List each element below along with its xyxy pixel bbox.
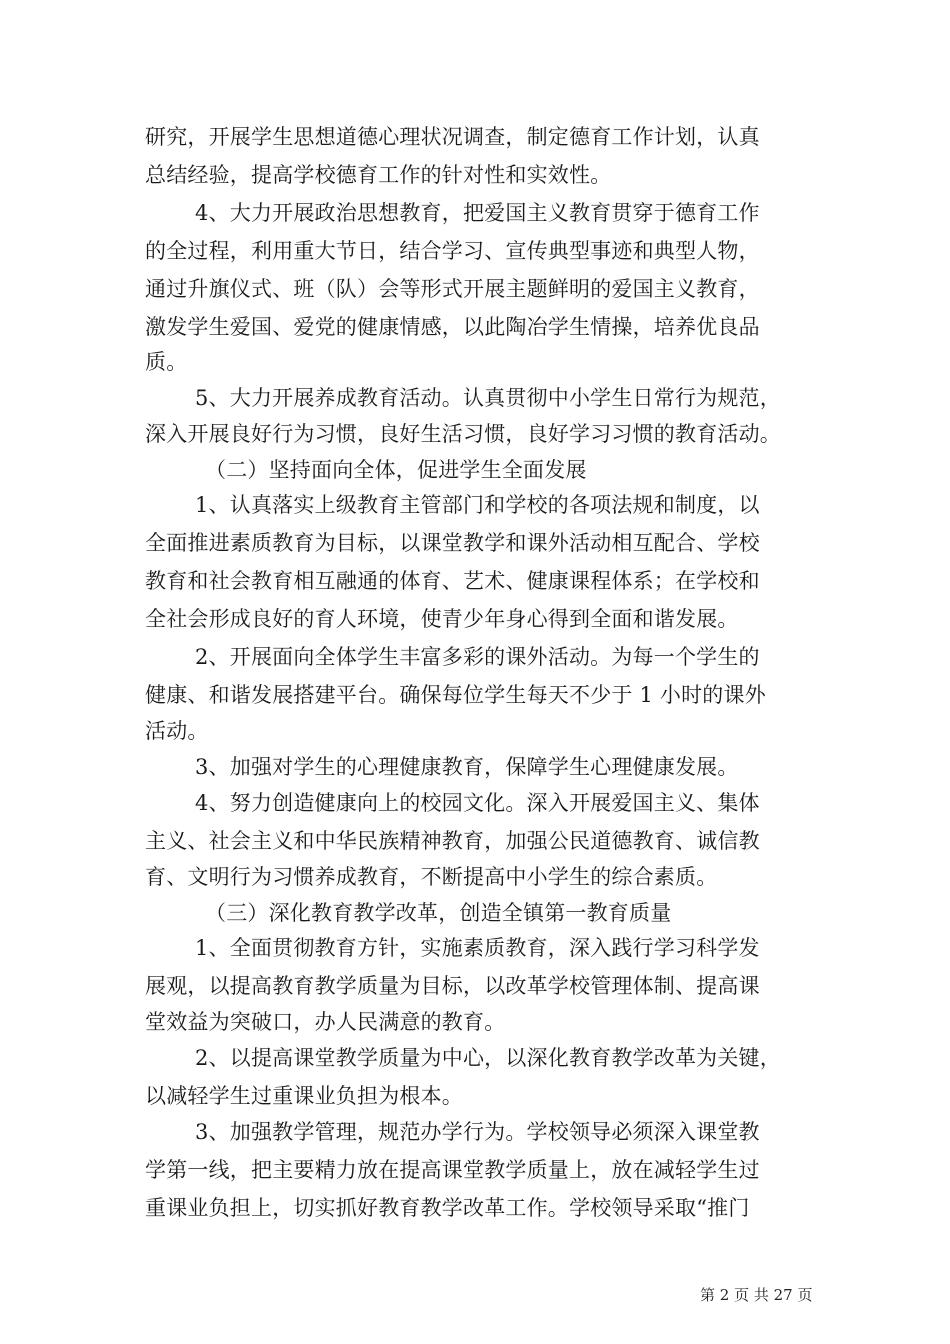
- text-line: 深入开展良好行为习惯，良好生活习惯，良好学习习惯的教育活动。: [145, 422, 781, 446]
- text-line: 堂效益为突破口，办人民满意的教育。: [145, 1010, 506, 1034]
- text-line: 1、认真落实上级教育主管部门和学校的各项法规和制度，以: [195, 493, 760, 517]
- text-line: 质。: [145, 350, 188, 374]
- text-line: 全面推进素质教育为目标，以课堂教学和课外活动相互配合、学校: [145, 531, 760, 555]
- text-line: 1、全面贯彻教育方针，实施素质教育，深入践行学习科学发: [195, 936, 760, 960]
- text-line: 4、大力开展政治思想教育，把爱国主义教育贯穿于德育工作: [195, 201, 760, 225]
- text-line: 教育和社会教育相互融通的体育、艺术、健康课程体系；在学校和: [145, 569, 760, 593]
- text-line: 育、文明行为习惯养成教育，不断提高中小学生的综合素质。: [145, 865, 718, 889]
- text-line: 5、大力开展养成教育活动。认真贯彻中小学生日常行为规范，: [195, 386, 781, 410]
- text-line: 主义、社会主义和中华民族精神教育，加强公民道德教育、诚信教: [145, 829, 760, 853]
- section-heading: （二）坚持面向全体，促进学生全面发展: [205, 458, 587, 482]
- text-line: 2、以提高课堂教学质量为中心，以深化教育教学改革为关键，: [195, 1046, 781, 1070]
- page-number-footer: 第 2 页 共 27 页: [700, 1286, 813, 1304]
- text-line: 的全过程，利用重大节日，结合学习、宣传典型事迹和典型人物，: [145, 239, 760, 263]
- text-line: 活动。: [145, 719, 209, 743]
- section-heading: （三）深化教育教学改革，创造全镇第一教育质量: [205, 901, 672, 925]
- text-line: 全社会形成良好的育人环境，使青少年身心得到全面和谐发展。: [145, 607, 739, 631]
- text-line: 以减轻学生过重课业负担为根本。: [145, 1084, 463, 1108]
- text-line: 激发学生爱国、爱党的健康情感，以此陶冶学生情操，培养优良品: [145, 315, 760, 339]
- text-line: 2、开展面向全体学生丰富多彩的课外活动。为每一个学生的: [195, 645, 760, 669]
- text-line: 4、努力创造健康向上的校园文化。深入开展爱国主义、集体: [195, 791, 760, 815]
- text-line: 3、加强对学生的心理健康教育，保障学生心理健康发展。: [195, 755, 739, 779]
- text-line: 展观，以提高教育教学质量为目标，以改革学校管理体制、提高课: [145, 974, 760, 998]
- text-line: 通过升旗仪式、班（队）会等形式开展主题鲜明的爱国主义教育，: [145, 277, 760, 301]
- text-line: 总结经验，提高学校德育工作的针对性和实效性。: [145, 163, 612, 187]
- text-line: 学第一线，把主要精力放在提高课堂教学质量上，放在减轻学生过: [145, 1158, 760, 1182]
- text-line: 研究，开展学生思想道德心理状况调查，制定德育工作计划，认真: [145, 125, 760, 149]
- text-line: 3、加强教学管理，规范办学行为。学校领导必须深入课堂教: [195, 1120, 760, 1144]
- text-line: 重课业负担上，切实抓好教育教学改革工作。学校领导采取“推门: [145, 1196, 750, 1220]
- text-line: 健康、和谐发展搭建平台。确保每位学生每天不少于 1 小时的课外: [145, 683, 766, 707]
